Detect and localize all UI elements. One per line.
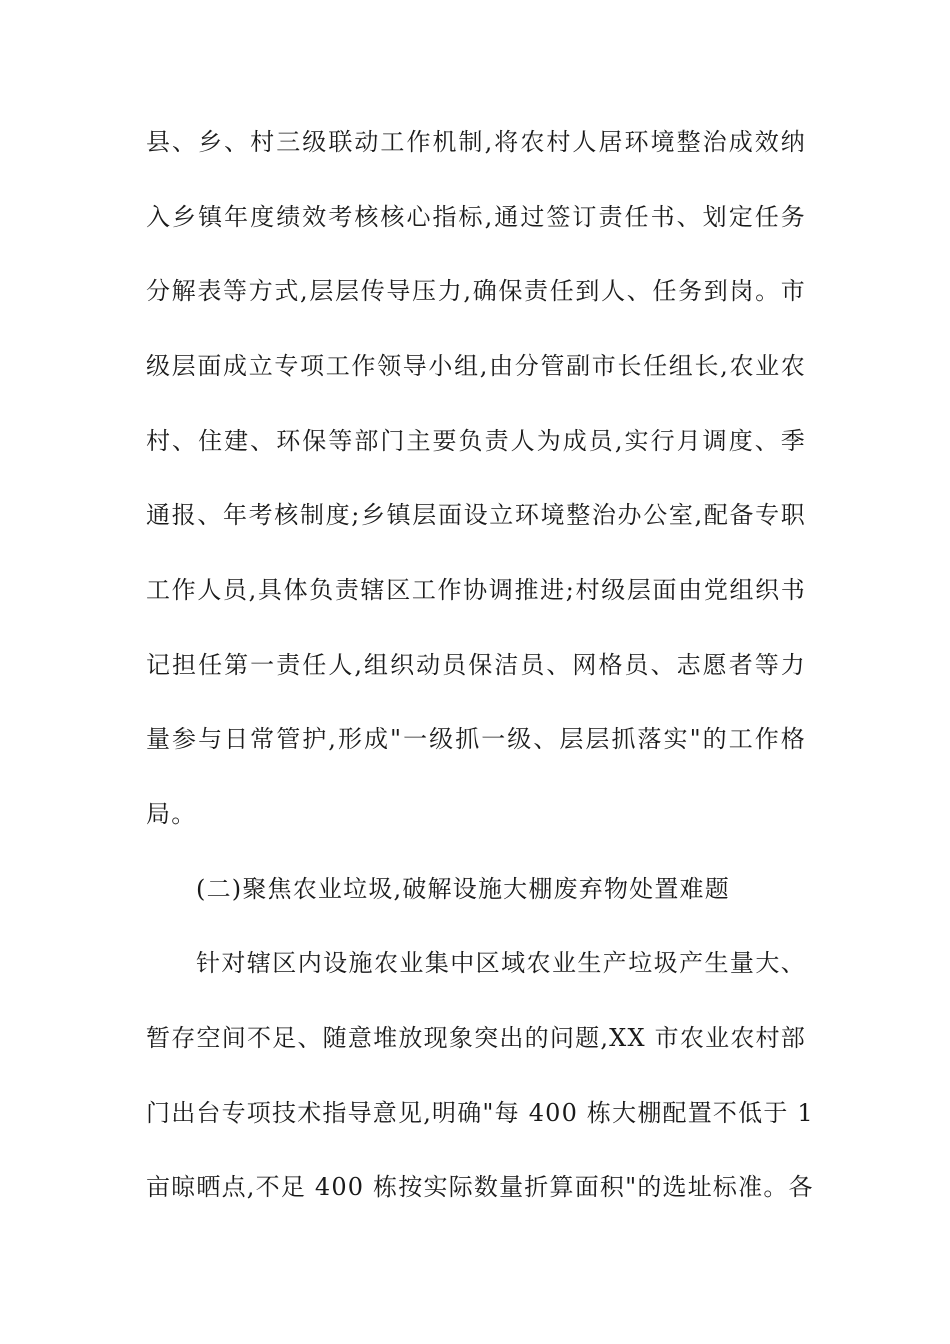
paragraph-1-line-10: 局。 xyxy=(146,800,197,828)
paragraph-2-line-2: 暂存空间不足、随意堆放现象突出的问题,XX 市农业农村部 xyxy=(146,1024,806,1052)
paragraph-1-line-1: 县、乡、村三级联动工作机制,将农村人居环境整治成效纳 xyxy=(146,128,806,156)
paragraph-1-line-6: 通报、年考核制度;乡镇层面设立环境整治办公室,配备专职 xyxy=(146,501,806,529)
paragraph-1-line-5: 村、住建、环保等部门主要负责人为成员,实行月调度、季 xyxy=(146,427,806,455)
paragraph-1-line-2: 入乡镇年度绩效考核核心指标,通过签订责任书、划定任务 xyxy=(146,203,806,231)
section-heading-2: (二)聚焦农业垃圾,破解设施大棚废弃物处置难题 xyxy=(196,875,730,903)
paragraph-1-line-8: 记担任第一责任人,组织动员保洁员、网格员、志愿者等力 xyxy=(146,651,806,679)
paragraph-2-line-1: 针对辖区内设施农业集中区域农业生产垃圾产生量大、 xyxy=(196,949,806,977)
paragraph-1-line-9: 量参与日常管护,形成"一级抓一级、层层抓落实"的工作格 xyxy=(146,725,806,753)
paragraph-2-line-3: 门出台专项技术指导意见,明确"每 400 栋大棚配置不低于 1 xyxy=(146,1099,814,1127)
paragraph-1-line-3: 分解表等方式,层层传导压力,确保责任到人、任务到岗。市 xyxy=(146,277,806,305)
paragraph-2-line-4: 亩晾晒点,不足 400 栋按实际数量折算面积"的选址标准。各 xyxy=(146,1173,814,1201)
paragraph-1-line-4: 级层面成立专项工作领导小组,由分管副市长任组长,农业农 xyxy=(146,352,806,380)
paragraph-1-line-7: 工作人员,具体负责辖区工作协调推进;村级层面由党组织书 xyxy=(146,576,806,604)
